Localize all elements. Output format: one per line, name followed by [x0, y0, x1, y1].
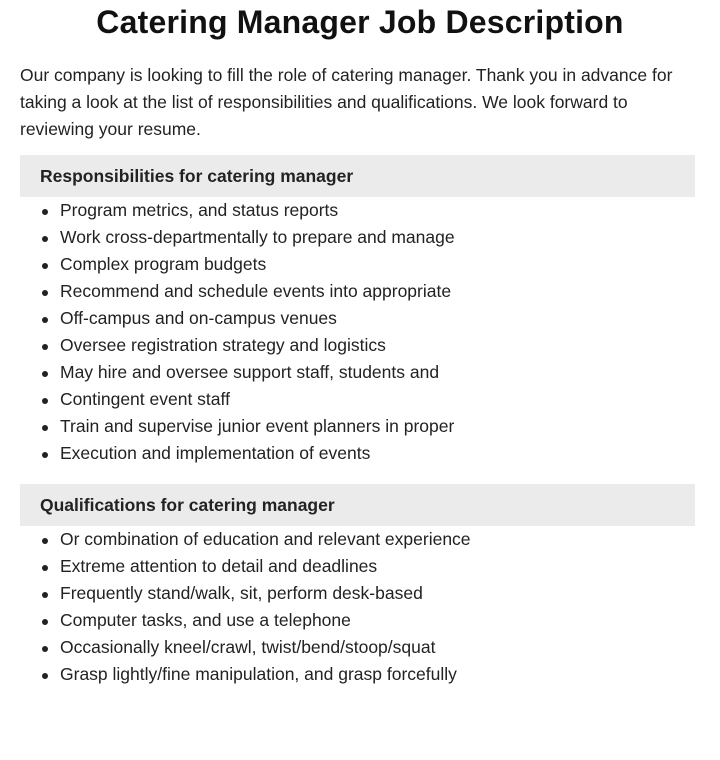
list-item-text: Recommend and schedule events into appropriate: [60, 281, 452, 301]
list-item: [0, 634, 720, 661]
bullet-icon: [42, 538, 48, 544]
list-item-text: Off-campus and on-campus venues: [60, 308, 337, 328]
bullet-icon: [42, 371, 48, 377]
bullet-icon: [42, 619, 48, 625]
bullet-icon: [42, 398, 48, 404]
list-item: [0, 359, 720, 386]
list-item: [0, 251, 720, 278]
list-item: [0, 413, 720, 440]
qualifications-section-header: [20, 484, 695, 526]
list-item-text: Frequently stand/walk, sit, perform desk-based: [60, 583, 423, 603]
list-item-text: Or combination of education and relevant experience: [60, 529, 471, 549]
list-item-text: Complex program budgets: [60, 254, 267, 274]
list-item-text: Occasionally kneel/crawl, twist/bend/stoop/squat: [60, 637, 436, 657]
bullet-icon: [42, 673, 48, 679]
bullet-icon: [42, 452, 48, 458]
list-item: [0, 386, 720, 413]
list-item-text: Computer tasks, and use a telephone: [60, 610, 351, 630]
list-item: [0, 553, 720, 580]
list-item: [0, 580, 720, 607]
qualifications-list: [0, 526, 720, 688]
responsibilities-section-header: [20, 155, 695, 197]
list-item: [0, 278, 720, 305]
responsibilities-heading: Responsibilities for catering manager: [40, 165, 354, 186]
intro-paragraph: Our company is looking to fill the role of catering manager. Thank you in advance for taking a look at the list of responsibilities and qualifications. We look forward to reviewing your resume.: [20, 65, 673, 139]
list-item-text: Extreme attention to detail and deadlines: [60, 556, 378, 576]
bullet-icon: [42, 236, 48, 242]
list-item-text: Train and supervise junior event planners in proper: [60, 416, 455, 436]
list-item: [0, 332, 720, 359]
page-title: Catering Manager Job Description: [96, 4, 624, 40]
bullet-icon: [42, 317, 48, 323]
list-item-text: Contingent event staff: [60, 389, 230, 409]
list-item-text: Program metrics, and status reports: [60, 200, 339, 220]
qualifications-heading: Qualifications for catering manager: [40, 494, 335, 515]
responsibilities-list: [0, 197, 720, 467]
list-item-text: May hire and oversee support staff, students and: [60, 362, 440, 382]
list-item: [0, 197, 720, 224]
list-item: [0, 224, 720, 251]
list-item: [0, 440, 720, 467]
list-item: [0, 305, 720, 332]
bullet-icon: [42, 565, 48, 571]
bullet-icon: [42, 344, 48, 350]
bullet-icon: [42, 646, 48, 652]
bullet-icon: [42, 209, 48, 215]
list-item: [0, 661, 720, 688]
list-item-text: Execution and implementation of events: [60, 443, 371, 463]
list-item-text: Grasp lightly/fine manipulation, and grasp forcefully: [60, 664, 457, 684]
list-item: [0, 526, 720, 553]
bullet-icon: [42, 425, 48, 431]
list-item: [0, 607, 720, 634]
bullet-icon: [42, 290, 48, 296]
bullet-icon: [42, 263, 48, 269]
list-item-text: Work cross-departmentally to prepare and manage: [60, 227, 455, 247]
list-item-text: Oversee registration strategy and logistics: [60, 335, 386, 355]
bullet-icon: [42, 592, 48, 598]
